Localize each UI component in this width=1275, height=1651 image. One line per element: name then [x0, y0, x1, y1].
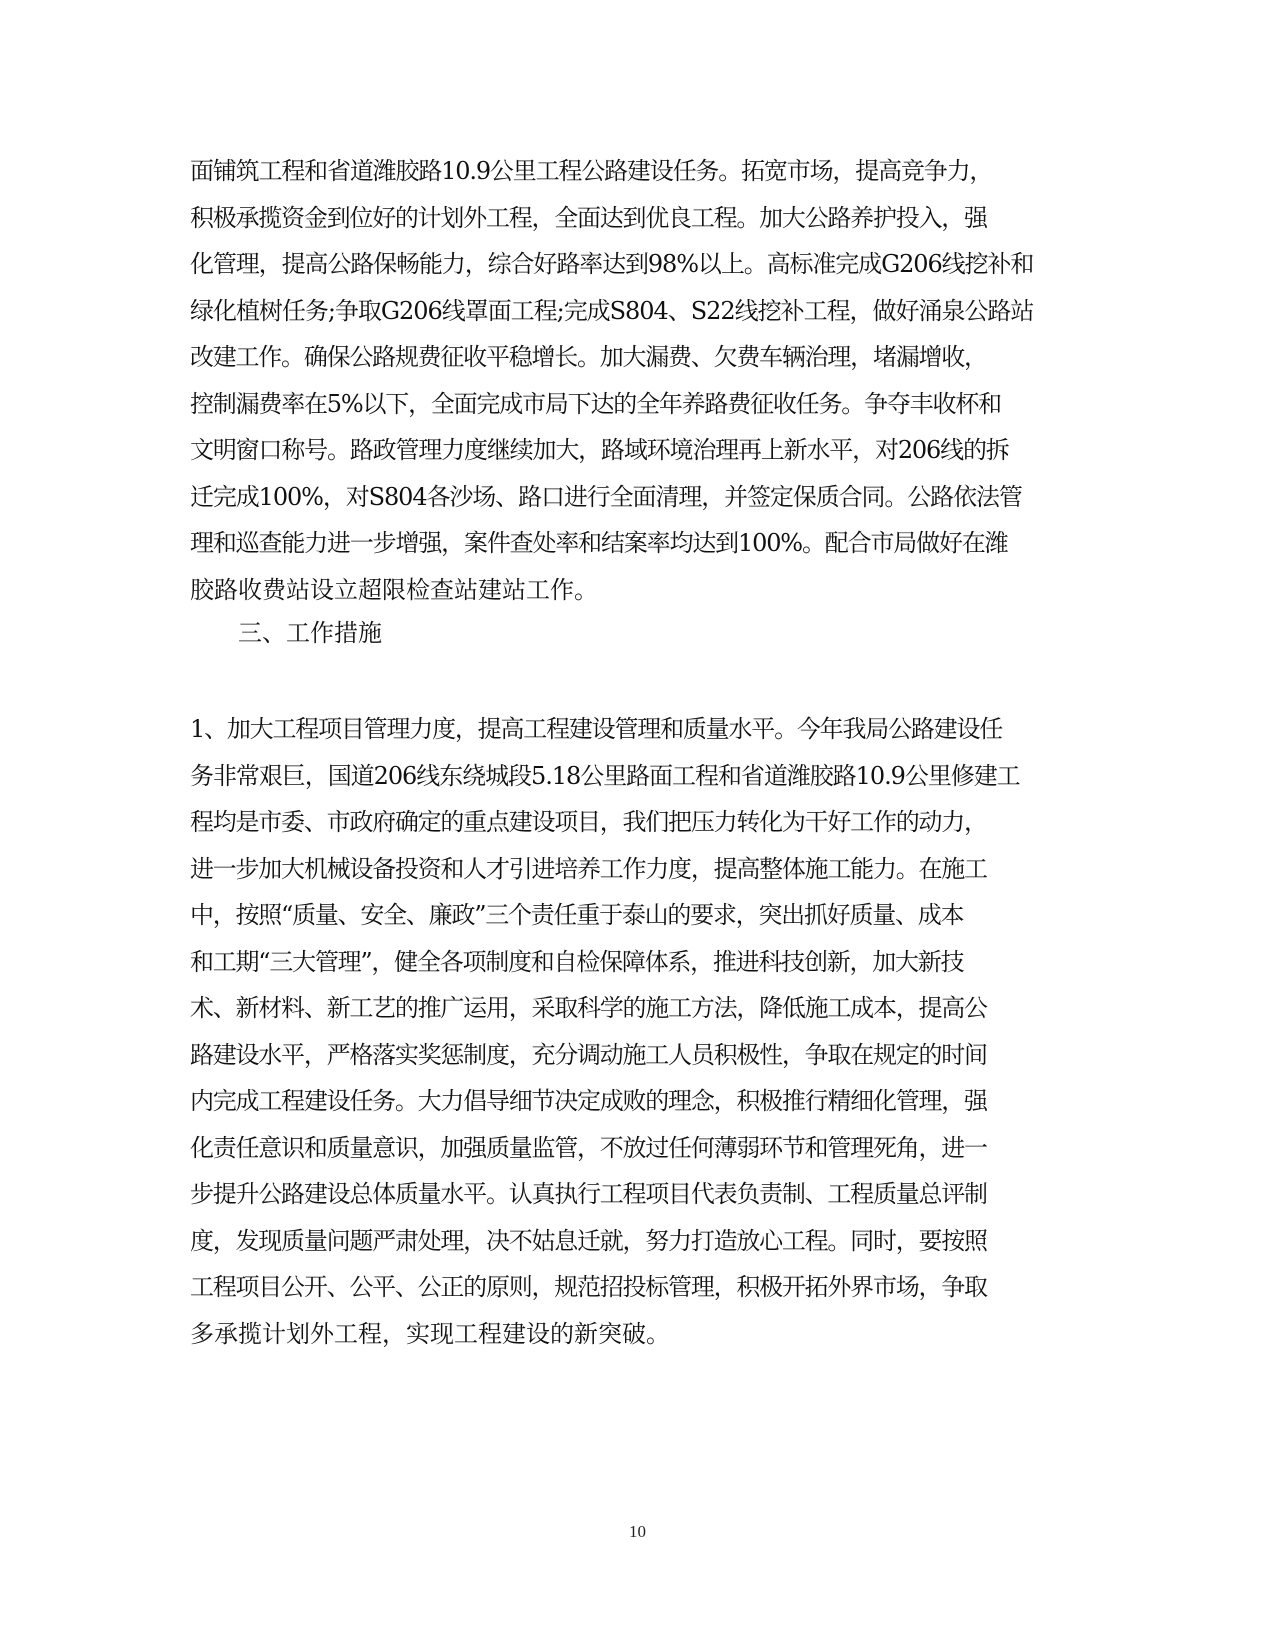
paragraph-line: 积极承揽资金到位好的计划外工程，全面达到优良工程。加大公路养护投入，强 [190, 203, 987, 232]
paragraph-line: 和工期“三大管理”，健全各项制度和自检保障体系，推进科技创新，加大新技 [190, 947, 964, 976]
paragraph-line: 内完成工程建设任务。大力倡导细节决定成败的理念，积极推行精细化管理，强 [190, 1087, 987, 1115]
paragraph-line: 路建设水平，严格落实奖惩制度，充分调动施工人员积极性，争取在规定的时间 [190, 1040, 987, 1069]
paragraph-line: 步提升公路建设总体质量水平。认真执行工程项目代表负责制、工程质量总评制 [190, 1180, 987, 1208]
paragraph-line: 1、加大工程项目管理力度，提高工程建设管理和质量水平。今年我局公路建设任 [190, 715, 1003, 743]
paragraph-line: 改建工作。确保公路规费征收平稳增长。加大漏费、欠费车辆治理，堵漏增收， [190, 343, 987, 371]
paragraph-line: 化责任意识和质量意识，加强质量监管，不放过任何薄弱环节和管理死角，进一 [190, 1133, 987, 1162]
paragraph-line: 迁完成100%，对S804各沙场、路口进行全面清理，并签定保质合同。公路依法管 [190, 482, 1022, 511]
paragraph-line: 程均是市委、市政府确定的重点建设项目，我们把压力转化为干好工作的动力， [190, 808, 987, 836]
paragraph-line: 度，发现质量问题严肃处理，决不姑息迁就，努力打造放心工程。同时，要按照 [190, 1226, 987, 1255]
paragraph-line: 多承揽计划外工程，实现工程建设的新突破。 [190, 1319, 670, 1348]
paragraph-line: 文明窗口称号。路政管理力度继续加大，路域环境治理再上新水平，对206线的拆 [190, 436, 1009, 464]
paragraph-line: 绿化植树任务;争取G206线罩面工程;完成S804、S22线挖补工程，做好涌泉公路站 [190, 296, 1034, 325]
paragraph-line: 胶路收费站设立超限检查站建站工作。 [190, 575, 598, 604]
page-number: 10 [629, 1522, 646, 1541]
section-heading: 三、工作措施 [190, 619, 382, 647]
paragraph-line: 进一步加大机械设备投资和人才引进培养工作力度，提高整体施工能力。在施工 [190, 854, 987, 883]
paragraph-line: 化管理，提高公路保畅能力，综合好路率达到98%以上。高标准完成G206线挖补和 [190, 250, 1034, 278]
paragraph-line: 中，按照“质量、安全、廉政”三个责任重于泰山的要求，突出抓好质量、成本 [190, 901, 964, 929]
paragraph-line: 术、新材料、新工艺的推广运用，采取科学的施工方法，降低施工成本，提高公 [190, 994, 987, 1022]
paragraph-line: 控制漏费率在5%以下，全面完成市局下达的全年养路费征收任务。争夺丰收杯和 [190, 389, 1001, 418]
paragraph-line: 务非常艰巨，国道206线东绕城段5.18公里路面工程和省道潍胶路10.9公里修建工 [190, 761, 1020, 790]
paragraph-line: 面铺筑工程和省道潍胶路10.9公里工程公路建设任务。拓宽市场，提高竞争力， [190, 157, 993, 185]
paragraph-line: 工程项目公开、公平、公正的原则，规范招投标管理，积极开拓外界市场，争取 [190, 1273, 987, 1301]
paragraph-line: 理和巡查能力进一步增强，案件查处率和结案率均达到100%。配合市局做好在潍 [190, 529, 1008, 557]
